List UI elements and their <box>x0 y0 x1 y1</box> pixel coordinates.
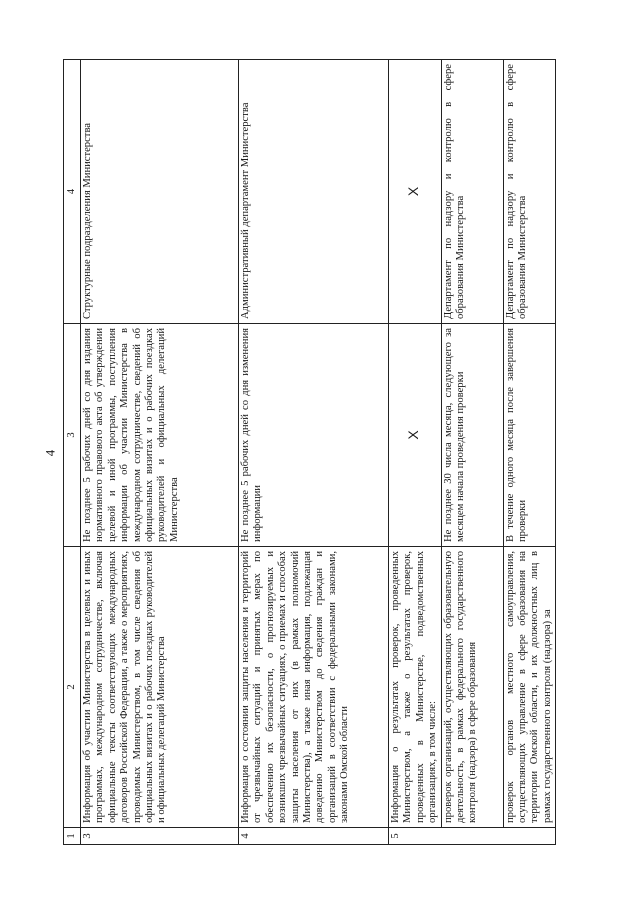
cross-mark: X <box>405 430 422 440</box>
table-row <box>389 60 442 845</box>
responsible-cell-cross <box>389 60 442 324</box>
table-row-sub <box>503 60 556 845</box>
info-subcell: проверок органов местного самоуправления, осуществляющих управление в сфере образования на территории Омской области, и их должностных лиц в рамках государственного контроля (надзора) за <box>503 547 556 828</box>
header-col-3: 3 <box>64 324 81 547</box>
term-cell: Не позднее 5 рабочих дней со дня изменения информации <box>239 324 389 547</box>
table-row <box>239 60 389 845</box>
header-col-2: 2 <box>64 547 81 828</box>
row-number: 5 <box>389 828 556 845</box>
rotated-table-wrapper <box>63 60 616 845</box>
info-subcell: проверок организаций, осуществляющих образовательную деятельность, в рамках федерального государственного контроля (надзора) в сфере образования <box>441 547 503 828</box>
responsible-cell: Структурные подразделения Министерства <box>81 60 239 324</box>
table-header-row <box>64 60 81 845</box>
table-row-sub <box>441 60 503 845</box>
info-cell: Информация о состоянии защиты населения и территорий от чрезвычайных ситуаций и принятых мерах по обеспечению их безопасности, о прогнозируемых и возникших чрезвычайных ситуациях, о приемах и способах защиты населения от них (в рамках полномочий Министерства), а также иная информация, подлежащая доведению Министерством до сведения граждан и организаций в соответствии с федеральными законами, законами Омской области <box>239 547 389 828</box>
responsible-cell: Административный департамент Министерства <box>239 60 389 324</box>
responsible-subcell: Департамент по надзору и контролю в сфере образования Министерства <box>441 60 503 324</box>
responsible-subcell: Департамент по надзору и контролю в сфере образования Министерства <box>503 60 556 324</box>
info-cell: Информация о результатах проверок, проведенных Министерством, а также о результатах проверок, проведенных в Министерстве, подведомственных организациях, в том числе: <box>389 547 442 828</box>
term-subcell: Не позднее 30 числа месяца, следующего за месяцем начала проведения проверки <box>441 324 503 547</box>
cross-mark: X <box>405 186 422 197</box>
row-number: 4 <box>239 828 389 845</box>
row-number: 3 <box>81 828 239 845</box>
header-col-4: 4 <box>64 60 81 324</box>
term-cell-cross <box>389 324 442 547</box>
term-subcell: В течение одного месяца после завершения проверки <box>503 324 556 547</box>
information-table <box>63 59 556 845</box>
term-cell: Не позднее 5 рабочих дней со дня издания нормативного правового акта об утверждении целевой и иной программы, поступления информации об участии Министерства в международном сотрудничестве, сведений об официальных визитах и о рабочих поездках руководителей и официальных делегаций Министерства <box>81 324 239 547</box>
table-row <box>81 60 239 845</box>
document-table-frame <box>63 60 616 845</box>
header-col-1: 1 <box>64 828 81 845</box>
page-number: 4 <box>42 449 57 457</box>
info-cell: Информация об участии Министерства в целевых и иных программах, международном сотрудничестве, включая официальные тексты соответствующих международных договоров Российской Федерации, а также о мероприятиях, проводимых Министерством, в том числе сведения об официальных визитах и о рабочих поездках руководителей и официальных делегаций Министерства <box>81 547 239 828</box>
